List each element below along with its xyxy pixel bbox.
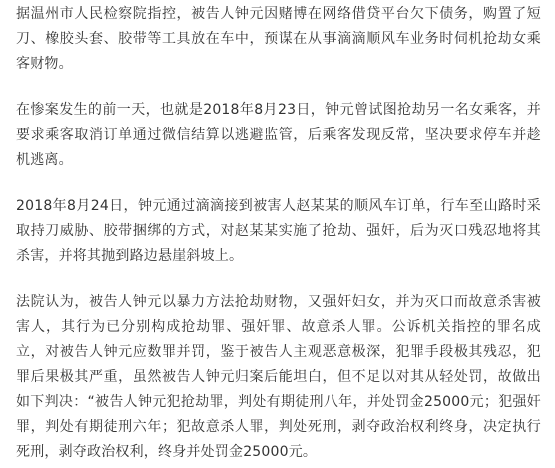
paragraph-indictment: 据温州市人民检察院指控，被告人钟元因赌博在网络借贷平台欠下债务，购置了短刀、橡胶头套、胶带等工具放在车中，预谋在从事滴滴顺风车业务时伺机抢劫女乘客财物。 xyxy=(16,6,541,72)
paragraph-verdict: 法院认为，被告人钟元以暴力方法抢劫财物，又强奸妇女，并为灭口而故意杀害被害人，其行为已分别构成抢劫罪、强奸罪、故意杀人罪。公诉机关指控的罪名成立，对被告人钟元应数罪并罚，鉴于被告人主观恶意极深，犯罪手段极其残忍，犯罪后果极其严重，虽然被告人钟元归案后能坦白，但不足以对其从轻处罚，故做出如下判决：“被告人钟元犯抢劫罪，判处有期徒刑八年，并处罚金25000元；犯强奸罪，判处有期徒刑六年；犯故意杀人罪，判处死刑，剥夺政治权利终身，决定执行死刑，剥夺政治权利，终身并处罚金25000元。 xyxy=(16,294,541,460)
article-body xyxy=(16,2,541,465)
paragraph-previous-attempt: 在惨案发生的前一天，也就是2018年8月23日，钟元曾试图抢劫另一名女乘客，并要求乘客取消订单通过微信结算以逃避监管，后乘客发现反常，坚决要求停车并趁机逃离。 xyxy=(16,102,541,168)
paragraph-crime: 2018年8月24日，钟元通过滴滴接到被害人赵某某的顺风车订单，行车至山路时采取持刀威胁、胶带捆绑的方式，对赵某某实施了抢劫、强奸，后为灭口残忍地将其杀害，并将其抛到路边悬崖斜坡上。 xyxy=(16,198,541,264)
